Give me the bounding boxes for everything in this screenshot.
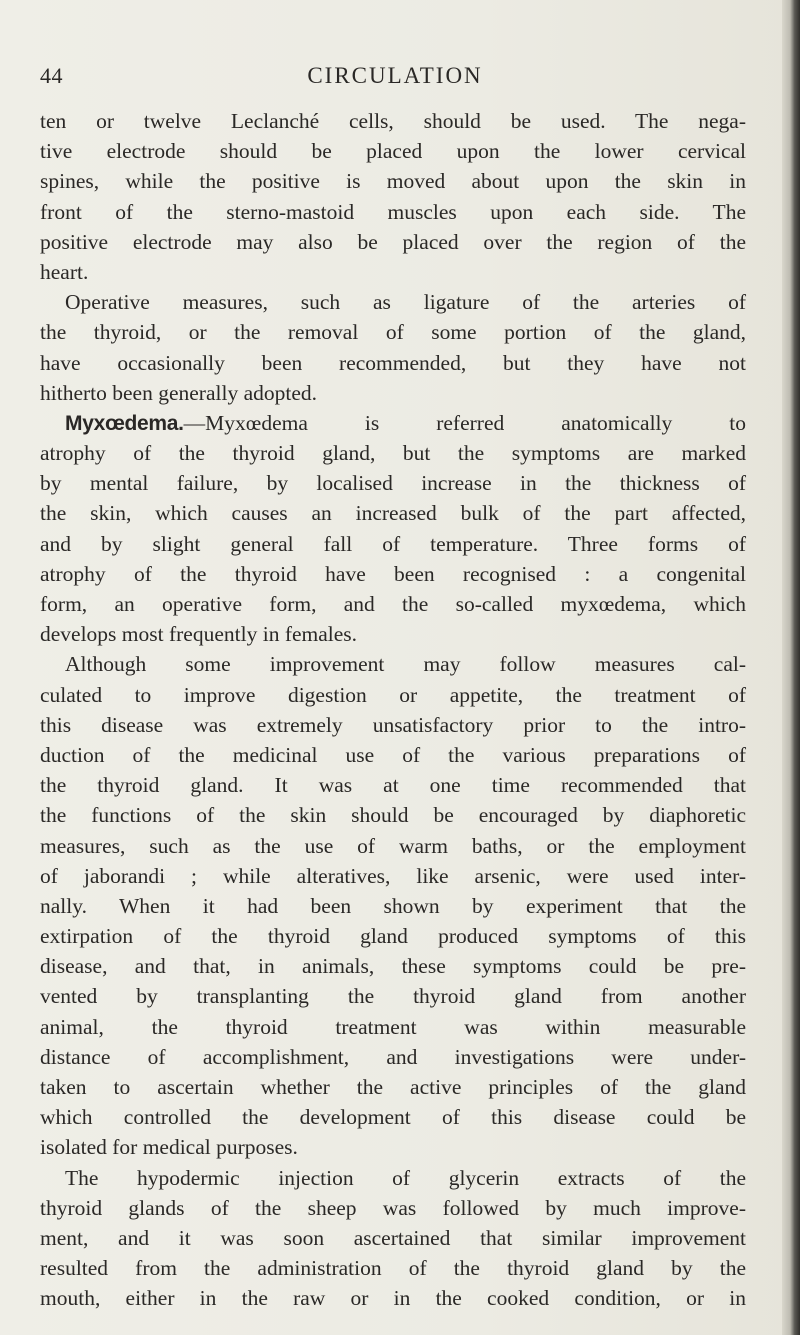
text-line: [40, 408, 746, 438]
text-line: spines, while the positive is moved about upon the skin in: [40, 169, 746, 194]
text-line: animal, the thyroid treatment was within measurable: [40, 1014, 746, 1039]
text-line: front of the sterno-mastoid muscles upon each side. The: [40, 199, 746, 224]
text-line: isolated for medical purposes.: [40, 1135, 298, 1160]
text-line: extirpation of the thyroid gland produced symptoms of this: [40, 924, 746, 949]
text-line: tive electrode should be placed upon the lower cervical: [40, 139, 746, 164]
page-header: [40, 63, 750, 93]
text-line: the functions of the skin should be encouraged by diaphoretic: [40, 803, 746, 828]
text-line: this disease was extremely unsatisfactory prior to the intro-: [40, 712, 746, 737]
text-line: the skin, which causes an increased bulk of the part affected,: [40, 501, 746, 526]
text-line: have occasionally been recommended, but they have not: [40, 350, 746, 375]
page-number: 44: [40, 63, 63, 88]
text-line: taken to ascertain whether the active principles of the gland: [40, 1075, 746, 1099]
text-line: resulted from the administration of the thyroid gland by the: [40, 1256, 746, 1281]
text-line: Although some improvement may follow measures cal-: [65, 652, 746, 677]
text-line: ment, and it was soon ascertained that similar improvement: [40, 1225, 746, 1250]
text-run: —Myxœdema is referred anatomically to: [183, 410, 746, 435]
text-line: culated to improve digestion or appetite, the treatment of: [40, 682, 746, 707]
text-line: ten or twelve Leclanché cells, should be used. The nega-: [40, 109, 746, 133]
text-line: hitherto been generally adopted.: [40, 380, 318, 405]
text-line: atrophy of the thyroid have been recognised : a congenital: [40, 561, 746, 586]
text-line: and by slight general fall of temperature. Three forms of: [40, 531, 746, 556]
text-line: which controlled the development of this disease could be: [40, 1105, 746, 1130]
text-line: of jaborandi ; while alteratives, like arsenic, were used inter-: [40, 863, 746, 888]
text-line: duction of the medicinal use of the various preparations of: [40, 742, 746, 767]
text-line: distance of accomplishment, and investigations were under-: [40, 1044, 746, 1069]
text-line: the thyroid gland. It was at one time recommended that: [40, 773, 746, 798]
text-line: thyroid glands of the sheep was followed by much improve-: [40, 1195, 746, 1220]
text-line: vented by transplanting the thyroid gland from another: [40, 984, 746, 1009]
text-line: positive electrode may also be placed over the region of the: [40, 229, 746, 254]
body-text: [40, 106, 746, 1314]
text-line: nally. When it had been shown by experiment that the: [40, 893, 746, 918]
text-line: develops most frequently in females.: [40, 622, 358, 647]
text-line: heart.: [40, 259, 89, 284]
text-line: measures, such as the use of warm baths, or the employment: [40, 833, 746, 858]
page-edge-shadow: [782, 0, 800, 1335]
running-title: CIRCULATION: [307, 63, 483, 88]
text-line: by mental failure, by localised increase in the thickness of: [40, 471, 746, 496]
text-line: atrophy of the thyroid gland, but the symptoms are marked: [40, 441, 746, 466]
text-line: Operative measures, such as ligature of the arteries of: [65, 290, 746, 315]
text-line: form, an operative form, and the so-called myxœdema, which: [40, 592, 746, 616]
text-line: disease, and that, in animals, these symptoms could be pre-: [40, 954, 746, 979]
text-line: the thyroid, or the removal of some portion of the gland,: [40, 320, 746, 345]
text-line: mouth, either in the raw or in the cooked condition, or in: [40, 1286, 746, 1311]
text-line: The hypodermic injection of glycerin extracts of the: [65, 1165, 746, 1190]
section-heading: Myxœdema.: [65, 411, 184, 435]
